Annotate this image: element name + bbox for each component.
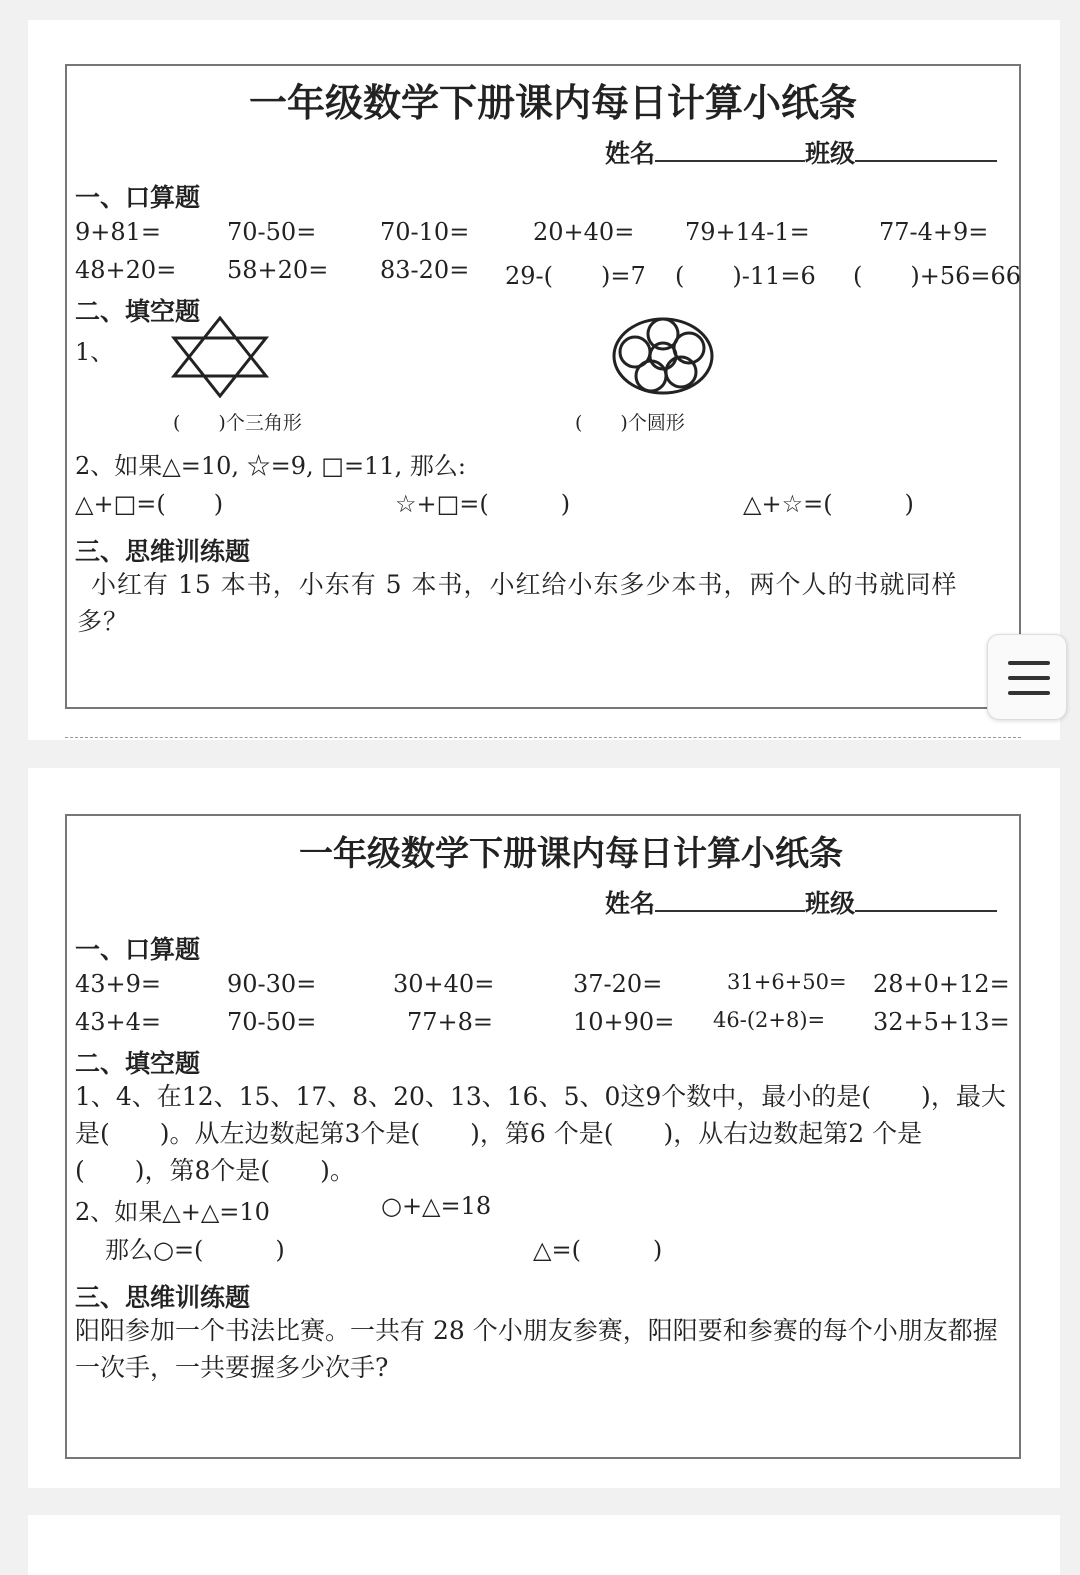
page-3 (28, 1515, 1060, 1575)
worksheet-1 (65, 64, 1021, 709)
name-label: 姓名 (605, 139, 656, 168)
class-label: 班级 (805, 139, 856, 168)
menu-button[interactable] (987, 634, 1067, 720)
triangle-answer-blank: △=( ) (533, 1236, 663, 1264)
expression-blank: △+☆=( ) (743, 490, 914, 518)
problem: 32+5+13= (873, 1008, 1010, 1036)
problem: 77+8= (407, 1008, 494, 1036)
name-field (605, 884, 997, 920)
question-1: 1、4、在12、15、17、8、20、13、16、5、0这9个数中，最小的是( )，最大是( )。从左边数起第3个是( )，第6 个是( )，从右边数起第2 个是( )，第8个是( )。 (75, 1082, 1006, 1185)
worksheet-title: 一年级数学下册课内每日计算小纸条 (299, 834, 843, 874)
worksheet-2 (65, 814, 1021, 1459)
class-label: 班级 (805, 889, 856, 918)
problem: 83-20= (380, 256, 470, 284)
problem: 43+4= (75, 1008, 162, 1036)
problem: 48+20= (75, 256, 177, 284)
problem: 77-4+9= (879, 218, 989, 246)
triangle-count-blank: ( )个三角形 (173, 412, 302, 434)
section-heading: 三、思维训练题 (75, 1283, 251, 1312)
problem: ( )+56=66 (853, 262, 1022, 290)
overlapping-circles-figure (611, 316, 715, 396)
section-heading: 一、口算题 (75, 935, 201, 964)
section-heading: 一、口算题 (75, 183, 201, 212)
word-problem: 阳阳参加一个书法比赛。一共有 28 个小朋友参赛，阳阳要和参赛的每个小朋友都握一次手，一共要握多少次手? (75, 1316, 998, 1382)
circle-answer-blank: 那么○=( ) (105, 1236, 285, 1264)
problem: 30+40= (393, 970, 495, 998)
problem: 43+9= (75, 970, 162, 998)
equation: ○+△=18 (381, 1192, 492, 1220)
problem: 20+40= (533, 218, 635, 246)
question-number: 1、 (75, 338, 115, 366)
problem: 70-50= (227, 1008, 317, 1036)
word-problem: 小红有 15 本书，小东有 5 本书，小红给小东多少本书，两个人的书就同样多？ (77, 570, 958, 636)
question-2: 2、如果△=10, ☆=9, □=11, 那么: (75, 452, 466, 480)
name-field (605, 134, 997, 170)
page-1 (28, 20, 1060, 740)
problem: 10+90= (573, 1008, 675, 1036)
problem: 79+14-1= (685, 218, 810, 246)
problem: 31+6+50= (727, 970, 847, 994)
problem: 46-(2+8)= (713, 1008, 826, 1032)
divider (65, 737, 1021, 738)
star-of-david-figure (171, 316, 269, 398)
section-heading: 二、填空题 (75, 1049, 201, 1078)
worksheet-title: 一年级数学下册课内每日计算小纸条 (249, 81, 858, 125)
question-2: 2、如果△+△=10 (75, 1198, 270, 1226)
problem: 28+0+12= (873, 970, 1010, 998)
expression-blank: ☆+□=( ) (395, 490, 571, 518)
problem: 37-20= (573, 970, 663, 998)
section-heading: 二、填空题 (75, 297, 201, 326)
problem: 58+20= (227, 256, 329, 284)
expression-blank: △+□=( ) (75, 490, 224, 518)
menu-icon (1008, 661, 1050, 665)
page-2 (28, 768, 1060, 1488)
problem: 29-( )=7 (505, 262, 646, 290)
section-heading: 三、思维训练题 (75, 537, 251, 566)
problem: 9+81= (75, 218, 162, 246)
circle-count-blank: ( )个圆形 (575, 412, 685, 434)
problem: 70-10= (380, 218, 470, 246)
problem: 70-50= (227, 218, 317, 246)
problem: 90-30= (227, 970, 317, 998)
problem: ( )-11=6 (675, 262, 816, 290)
name-label: 姓名 (605, 889, 656, 918)
